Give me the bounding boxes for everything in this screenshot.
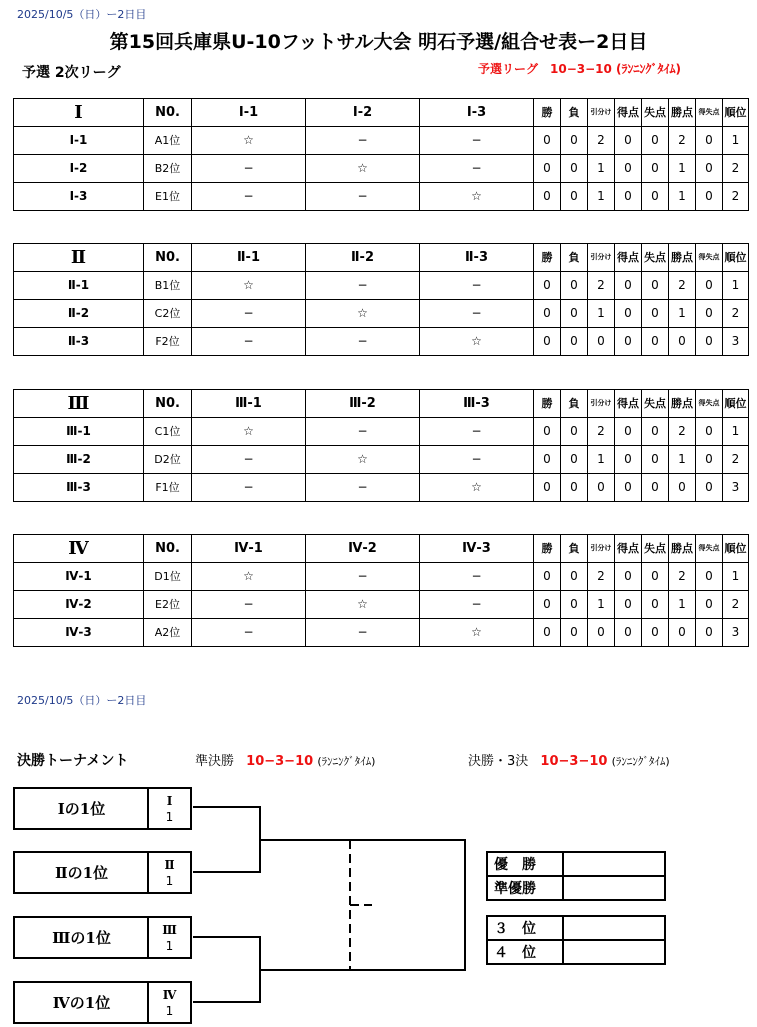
stat-value: 0 [534,591,561,619]
opponent-header: Ⅳ-1 [192,535,306,563]
stat-value: 1 [723,418,749,446]
stat-value: 0 [615,619,642,647]
opponent-header: Ⅰ-3 [420,99,534,127]
stat-value: 0 [696,155,723,183]
slot-label: Ⅳの1位 [52,994,111,1012]
stat-value: 0 [615,183,642,211]
team-seed: E1位 [144,183,192,211]
match-cell: − [420,127,534,155]
match-cell: − [306,418,420,446]
match-cell: − [192,155,306,183]
self-match-star: ☆ [306,591,420,619]
stat-value: 0 [696,474,723,502]
stat-header: 順位 [723,390,749,418]
self-match-star: ☆ [420,328,534,356]
stat-value: 0 [615,418,642,446]
stat-value: 0 [561,446,588,474]
team-seed: B1位 [144,272,192,300]
stat-value: 0 [561,127,588,155]
slot-label: Ⅲの1位 [52,929,111,947]
stat-value: 0 [642,155,669,183]
opponent-header: Ⅲ-2 [306,390,420,418]
stat-value: 0 [696,328,723,356]
stat-value: 0 [615,300,642,328]
stat-header: 失点 [642,390,669,418]
stat-value: 0 [642,619,669,647]
stat-value: 0 [534,127,561,155]
stat-value: 1 [588,300,615,328]
team-seed: E2位 [144,591,192,619]
stat-value: 2 [669,418,696,446]
third-place-value [563,916,665,940]
stat-header: 勝点 [669,390,696,418]
stat-value: 2 [669,563,696,591]
stat-header: 得失点 [696,390,723,418]
stat-value: 0 [669,619,696,647]
runner-up-label: 準優勝 [487,876,563,900]
match-cell: − [192,446,306,474]
stat-value: 1 [669,591,696,619]
opponent-header: Ⅳ-3 [420,535,534,563]
stat-value: 3 [723,328,749,356]
stat-value: 0 [642,418,669,446]
runner-up-value [563,876,665,900]
match-cell: − [420,591,534,619]
stat-value: 0 [534,328,561,356]
stat-value: 0 [696,418,723,446]
match-cell: − [192,474,306,502]
stat-value: 0 [696,272,723,300]
header-date: 2025/10/5（日）ー2日目 [17,8,147,21]
team-seed: C2位 [144,300,192,328]
team-label: Ⅳ-2 [14,591,144,619]
slot-label: Ⅱの1位 [54,864,109,882]
stat-value: 0 [615,563,642,591]
self-match-star: ☆ [192,418,306,446]
stat-value: 0 [534,155,561,183]
slot-group: Ⅳ [162,987,177,1002]
stat-value: 0 [615,272,642,300]
stat-value: 2 [588,563,615,591]
stat-value: 0 [669,474,696,502]
opponent-header: Ⅰ-2 [306,99,420,127]
league-time-note: 予選リーグ 10−3−10 (ﾗﾝﾆﾝｸﾞﾀｲﾑ) [478,62,682,76]
stat-value: 1 [723,563,749,591]
stat-header: 負 [561,244,588,272]
stat-value: 0 [588,328,615,356]
final-results-table [486,851,666,901]
stat-value: 0 [642,127,669,155]
opponent-header: Ⅲ-3 [420,390,534,418]
stat-value: 3 [723,619,749,647]
group-name: Ⅳ [14,535,144,563]
match-cell: − [420,563,534,591]
stat-header: 得失点 [696,99,723,127]
stat-value: 0 [561,272,588,300]
no-header: N0. [144,390,192,418]
stat-value: 0 [669,328,696,356]
stat-header: 引分け [588,99,615,127]
stat-value: 0 [534,418,561,446]
final-time: 10−3−10 [540,754,608,769]
match-cell: − [306,272,420,300]
stat-value: 0 [642,300,669,328]
stat-header: 失点 [642,535,669,563]
team-seed: F2位 [144,328,192,356]
stat-value: 0 [642,328,669,356]
self-match-star: ☆ [192,563,306,591]
winner-label: 優 勝 [487,852,563,876]
slot-rank: 1 [165,809,174,824]
team-seed: A2位 [144,619,192,647]
stat-header: 負 [561,535,588,563]
stat-header: 引分け [588,244,615,272]
team-seed: C1位 [144,418,192,446]
team-label: Ⅲ-1 [14,418,144,446]
stat-value: 0 [615,474,642,502]
stat-header: 得点 [615,244,642,272]
stat-value: 0 [588,619,615,647]
match-cell: − [306,328,420,356]
stat-value: 0 [615,328,642,356]
match-cell: − [420,446,534,474]
match-cell: − [306,183,420,211]
match-cell: − [192,300,306,328]
match-cell: − [192,183,306,211]
team-label: Ⅲ-3 [14,474,144,502]
stat-value: 0 [561,591,588,619]
team-label: Ⅳ-1 [14,563,144,591]
self-match-star: ☆ [420,619,534,647]
team-seed: D1位 [144,563,192,591]
match-cell: − [306,563,420,591]
stat-value: 0 [561,418,588,446]
stat-value: 0 [561,155,588,183]
stat-value: 1 [723,272,749,300]
page-title: 第15回兵庫県U-10フットサル大会 明石予選/組合せ表ー2日目 [109,31,648,53]
stat-value: 0 [561,328,588,356]
slot-rank: 1 [165,938,174,953]
stat-header: 負 [561,390,588,418]
stat-header: 勝 [534,535,561,563]
stat-value: 0 [696,591,723,619]
team-label: Ⅱ-1 [14,272,144,300]
team-label: Ⅰ-3 [14,183,144,211]
opponent-header: Ⅲ-1 [192,390,306,418]
stat-value: 0 [561,183,588,211]
opponent-header: Ⅱ-3 [420,244,534,272]
match-cell: − [192,328,306,356]
self-match-star: ☆ [306,300,420,328]
match-cell: − [306,619,420,647]
stat-value: 1 [669,155,696,183]
slot-group: Ⅲ [162,922,177,937]
semi-final-time: 10−3−10 [246,754,314,769]
stat-value: 0 [642,591,669,619]
team-label: Ⅳ-3 [14,619,144,647]
stat-value: 0 [534,619,561,647]
stat-value: 0 [642,563,669,591]
stat-value: 0 [696,183,723,211]
stat-header: 引分け [588,390,615,418]
stat-value: 0 [642,183,669,211]
stat-value: 1 [723,127,749,155]
league-subtitle: 予選 2次リーグ [22,65,121,81]
bracket-line-top [193,807,260,872]
stat-value: 0 [561,300,588,328]
stat-header: 得点 [615,99,642,127]
fourth-place-label: ４ 位 [487,940,563,964]
stat-value: 3 [723,474,749,502]
stat-header: 得失点 [696,244,723,272]
stat-value: 1 [669,446,696,474]
no-header: N0. [144,99,192,127]
stat-value: 1 [588,446,615,474]
stat-header: 順位 [723,244,749,272]
stat-value: 0 [642,272,669,300]
match-cell: − [192,591,306,619]
stat-value: 2 [588,418,615,446]
tournament-heading: 決勝トーナメント [17,753,129,769]
stat-value: 0 [642,446,669,474]
stat-value: 2 [588,272,615,300]
stat-header: 勝点 [669,244,696,272]
stat-value: 0 [615,446,642,474]
team-label: Ⅱ-3 [14,328,144,356]
stat-header: 失点 [642,99,669,127]
stat-value: 0 [534,446,561,474]
self-match-star: ☆ [306,155,420,183]
stat-value: 1 [669,183,696,211]
no-header: N0. [144,244,192,272]
group-name: Ⅱ [14,244,144,272]
team-label: Ⅲ-2 [14,446,144,474]
opponent-header: Ⅱ-2 [306,244,420,272]
self-match-star: ☆ [420,474,534,502]
fourth-place-value [563,940,665,964]
stat-value: 0 [534,183,561,211]
stat-value: 1 [588,183,615,211]
semi-final-label: 準決勝 [195,754,235,769]
stat-header: 勝 [534,99,561,127]
match-cell: − [306,127,420,155]
stat-header: 得失点 [696,535,723,563]
stat-value: 1 [588,155,615,183]
stat-value: 2 [669,127,696,155]
stat-header: 勝 [534,244,561,272]
stat-value: 0 [561,474,588,502]
stat-value: 0 [561,619,588,647]
stat-header: 順位 [723,99,749,127]
stat-value: 0 [534,563,561,591]
stat-value: 2 [669,272,696,300]
stat-value: 1 [588,591,615,619]
stat-value: 2 [723,155,749,183]
self-match-star: ☆ [192,127,306,155]
stat-value: 0 [642,474,669,502]
team-seed: D2位 [144,446,192,474]
stat-header: 得点 [615,535,642,563]
team-label: Ⅱ-2 [14,300,144,328]
match-cell: − [420,155,534,183]
match-cell: − [192,619,306,647]
team-label: Ⅰ-2 [14,155,144,183]
stat-value: 0 [615,127,642,155]
group-name: Ⅰ [14,99,144,127]
team-seed: F1位 [144,474,192,502]
third-place-table [486,915,666,965]
final-label: 決勝・3決 [468,754,529,769]
stat-value: 0 [534,272,561,300]
group-name: Ⅲ [14,390,144,418]
opponent-header: Ⅱ-1 [192,244,306,272]
stat-header: 順位 [723,535,749,563]
slot-label: Ⅰの1位 [57,800,106,818]
slot-group: Ⅰ [166,793,173,808]
stat-value: 0 [696,127,723,155]
match-cell: − [420,272,534,300]
tournament-date: 2025/10/5（日）ー2日目 [17,694,147,707]
final-note: (ﾗﾝﾆﾝｸﾞﾀｲﾑ) [611,755,670,768]
slot-rank: 1 [165,1003,174,1018]
stat-value: 2 [723,183,749,211]
semi-final-note: (ﾗﾝﾆﾝｸﾞﾀｲﾑ) [317,755,376,768]
team-label: Ⅰ-1 [14,127,144,155]
stat-value: 0 [696,563,723,591]
stat-header: 勝 [534,390,561,418]
stat-value: 2 [723,300,749,328]
match-cell: − [306,474,420,502]
stat-header: 失点 [642,244,669,272]
stat-value: 0 [696,619,723,647]
match-cell: − [420,300,534,328]
stat-header: 負 [561,99,588,127]
opponent-header: Ⅰ-1 [192,99,306,127]
no-header: N0. [144,535,192,563]
match-cell: − [420,418,534,446]
team-seed: B2位 [144,155,192,183]
stat-value: 0 [696,446,723,474]
stat-header: 勝点 [669,535,696,563]
stat-value: 0 [615,591,642,619]
stat-header: 勝点 [669,99,696,127]
slot-rank: 1 [165,873,174,888]
stat-value: 0 [534,474,561,502]
slot-group: Ⅱ [164,857,175,872]
third-place-label: ３ 位 [487,916,563,940]
stat-header: 引分け [588,535,615,563]
stat-value: 0 [588,474,615,502]
self-match-star: ☆ [306,446,420,474]
stat-value: 0 [561,563,588,591]
self-match-star: ☆ [420,183,534,211]
bracket-line-bottom [193,937,260,1002]
stat-value: 0 [696,300,723,328]
stat-value: 2 [723,446,749,474]
stat-value: 0 [534,300,561,328]
stat-value: 2 [588,127,615,155]
stat-value: 0 [615,155,642,183]
team-seed: A1位 [144,127,192,155]
self-match-star: ☆ [192,272,306,300]
stat-value: 1 [669,300,696,328]
opponent-header: Ⅳ-2 [306,535,420,563]
stat-header: 得点 [615,390,642,418]
winner-value [563,852,665,876]
stat-value: 2 [723,591,749,619]
